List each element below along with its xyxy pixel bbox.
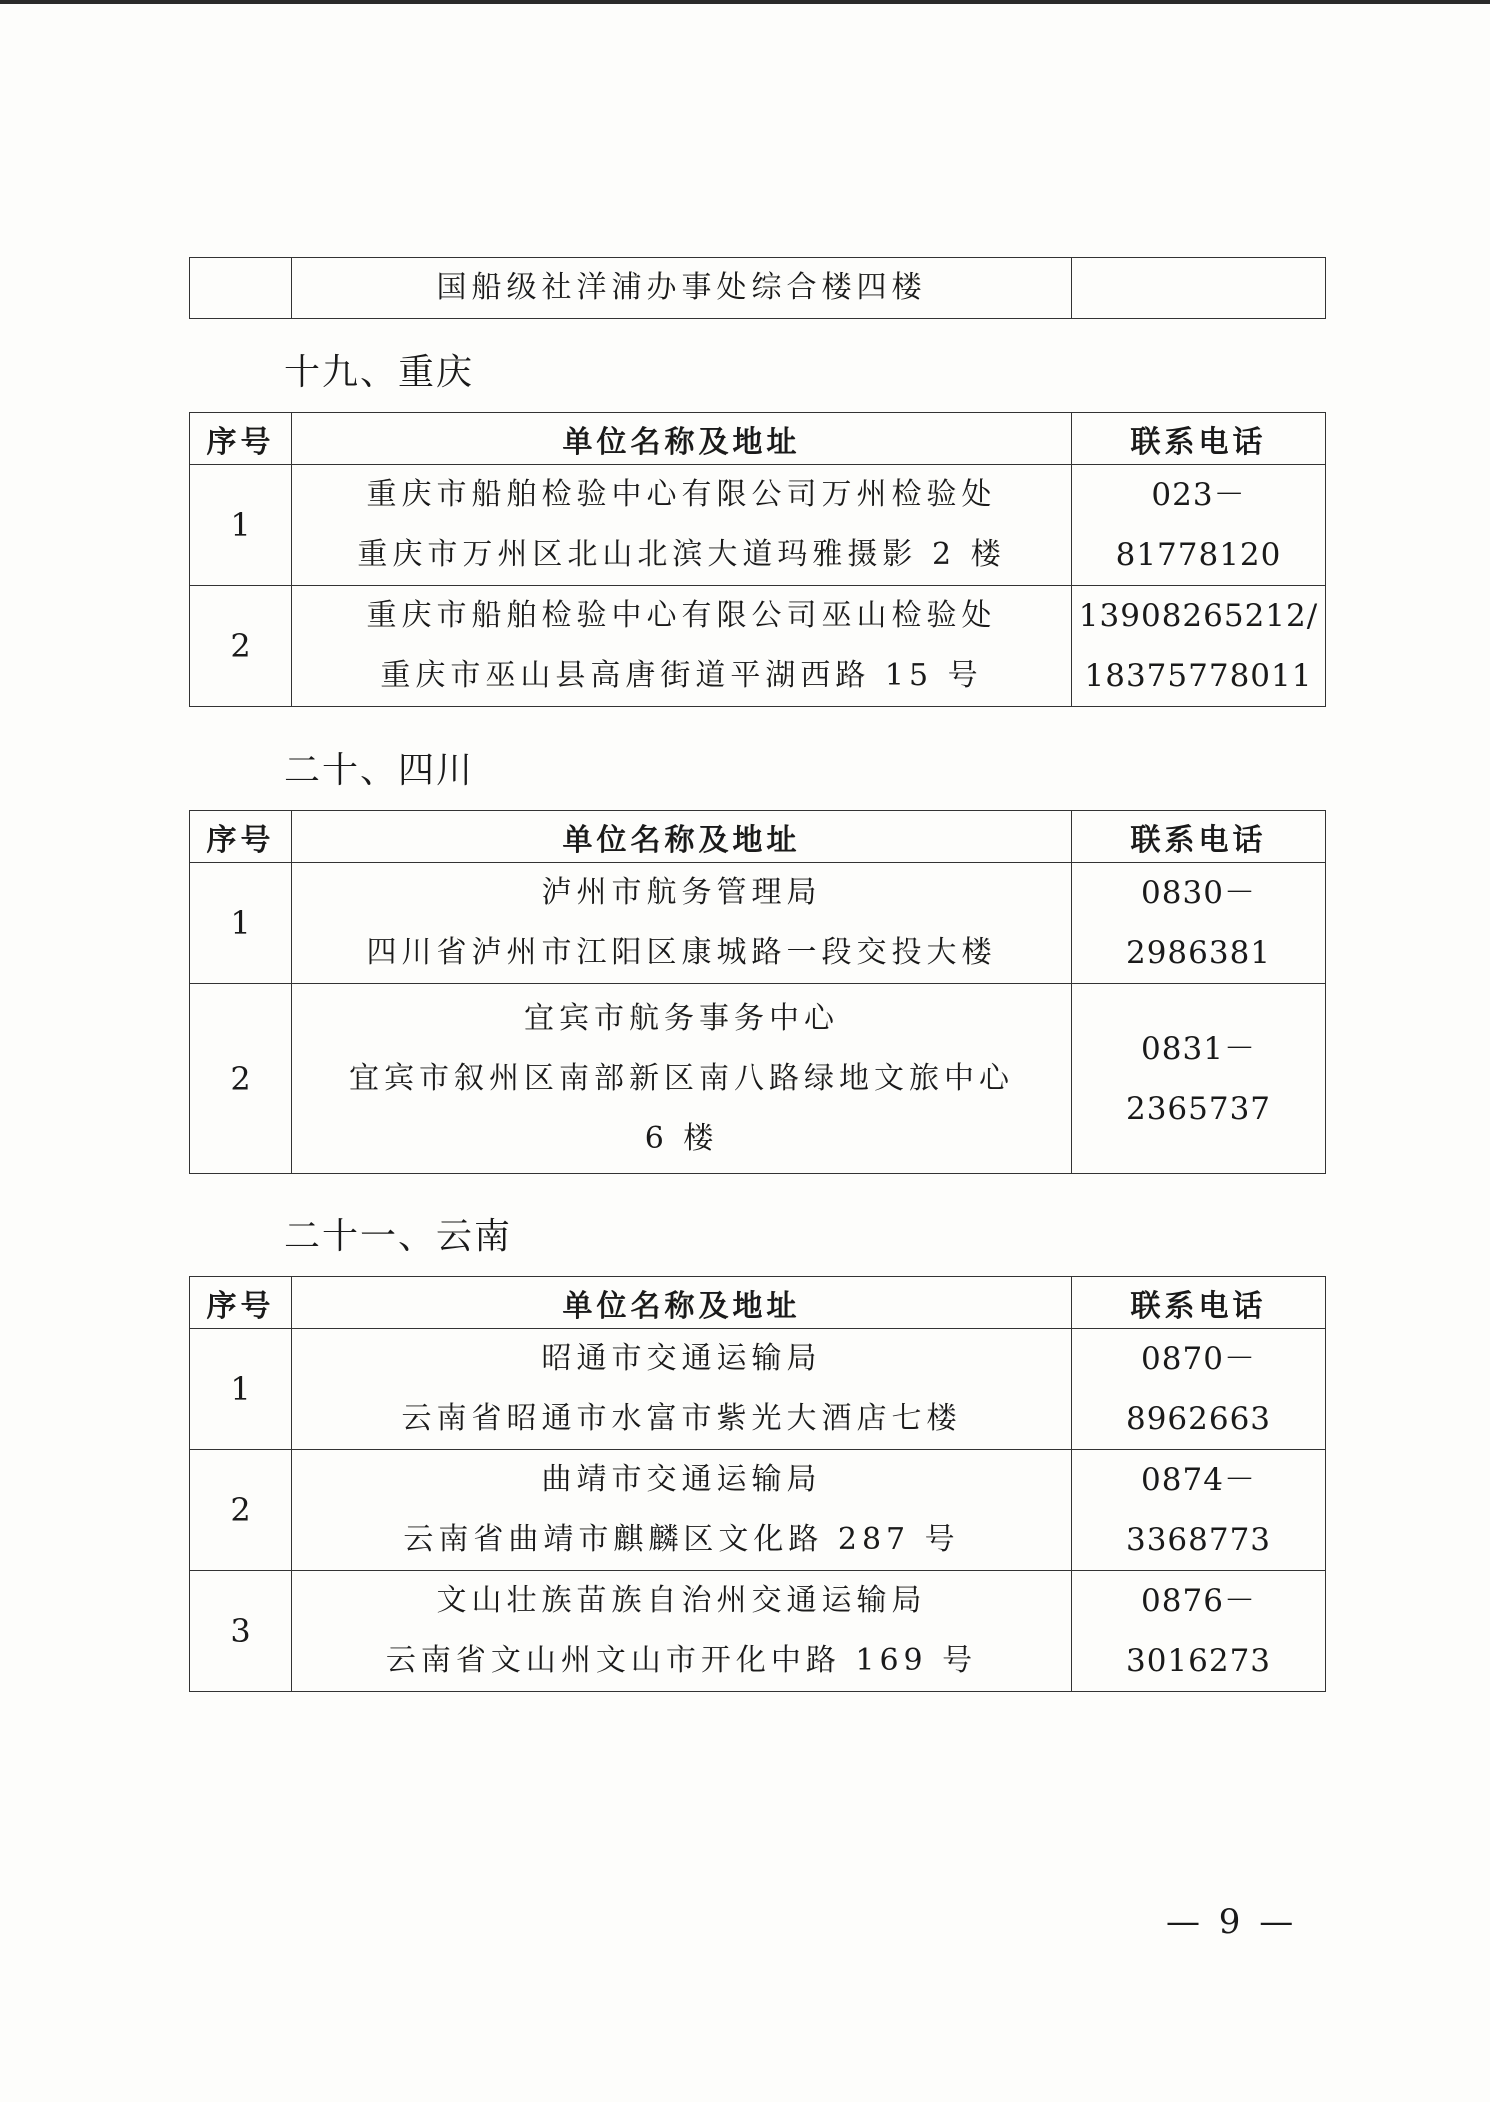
row-name-address (292, 1571, 1072, 1692)
unit-address: 宜宾市叙州区南部新区南八路绿地文旅中心 (349, 1060, 1014, 1096)
row-no: 3 (190, 1571, 292, 1692)
row-no: 2 (190, 586, 292, 707)
table-header-row (190, 1277, 1326, 1329)
row-name-address (292, 863, 1072, 984)
fragment-phone-cell (1072, 258, 1326, 319)
table-header-row (190, 413, 1326, 465)
unit-address: 重庆市万州区北山北滨大道玛雅摄影 2 楼 (357, 537, 1006, 572)
row-name-address (292, 1450, 1072, 1571)
table-row (190, 465, 1326, 586)
unit-address: 云南省曲靖市麒麟区文化路 287 号 (403, 1522, 960, 1557)
table-chongqing (189, 412, 1326, 707)
row-phone: 0874－3368773 (1072, 1450, 1326, 1571)
table-row (190, 1571, 1326, 1692)
unit-address: 重庆市巫山县高唐街道平湖西路 15 号 (380, 658, 983, 693)
header-phone: 联系电话 (1072, 1277, 1326, 1329)
section-title-sichuan: 二十、四川 (284, 750, 475, 791)
row-name-address (292, 586, 1072, 707)
header-no: 序号 (190, 413, 292, 465)
row-phone: 0830－2986381 (1072, 863, 1326, 984)
table-row (190, 586, 1326, 707)
header-phone: 联系电话 (1072, 413, 1326, 465)
section-title-chongqing: 十九、重庆 (284, 352, 475, 393)
header-name: 单位名称及地址 (292, 413, 1072, 465)
table-row (190, 1329, 1326, 1450)
row-phone: 023－81778120 (1072, 465, 1326, 586)
fragment-address-cell: 国船级社洋浦办事处综合楼四楼 (292, 258, 1072, 319)
unit-name: 泸州市航务管理局 (541, 875, 822, 910)
scan-top-edge (0, 0, 1490, 4)
unit-name: 宜宾市航务事务中心 (524, 1000, 839, 1036)
unit-address: 云南省文山州文山市开化中路 169 号 (385, 1643, 978, 1678)
unit-name: 文山壮族苗族自治州交通运输局 (436, 1583, 927, 1618)
row-name-address (292, 1329, 1072, 1450)
section-title-yunnan: 二十一、云南 (284, 1216, 513, 1257)
phone-line-2: 18375778011 (1084, 658, 1313, 694)
unit-address: 云南省昭通市水富市紫光大酒店七楼 (401, 1401, 962, 1436)
row-no: 1 (190, 465, 292, 586)
unit-name: 重庆市船舶检验中心有限公司万州检验处 (366, 477, 997, 512)
table-header-row (190, 811, 1326, 863)
row-no: 1 (190, 863, 292, 984)
header-no: 序号 (190, 811, 292, 863)
row-phone: 0831－2365737 (1072, 984, 1326, 1174)
page-number: — 9 — (1166, 1902, 1298, 1942)
unit-address-continued: 6 楼 (644, 1120, 719, 1156)
table-row (190, 984, 1326, 1174)
table-row (190, 1450, 1326, 1571)
header-no: 序号 (190, 1277, 292, 1329)
header-name: 单位名称及地址 (292, 811, 1072, 863)
unit-name: 昭通市交通运输局 (541, 1341, 822, 1376)
table-row (190, 258, 1326, 319)
row-no: 1 (190, 1329, 292, 1450)
phone-line-1: 13908265212/ (1078, 598, 1319, 634)
continued-table-fragment (189, 257, 1326, 319)
row-no: 2 (190, 1450, 292, 1571)
table-yunnan (189, 1276, 1326, 1692)
header-name: 单位名称及地址 (292, 1277, 1072, 1329)
table-row (190, 863, 1326, 984)
row-phone: 0876－3016273 (1072, 1571, 1326, 1692)
unit-address: 四川省泸州市江阳区康城路一段交投大楼 (366, 935, 997, 970)
header-phone: 联系电话 (1072, 811, 1326, 863)
unit-name: 重庆市船舶检验中心有限公司巫山检验处 (366, 598, 997, 633)
fragment-no-cell (190, 258, 292, 319)
row-no: 2 (190, 984, 292, 1174)
row-phone: 0870－8962663 (1072, 1329, 1326, 1450)
row-name-address (292, 984, 1072, 1174)
row-phone (1072, 586, 1326, 707)
table-sichuan (189, 810, 1326, 1174)
row-name-address (292, 465, 1072, 586)
unit-name: 曲靖市交通运输局 (541, 1462, 822, 1497)
